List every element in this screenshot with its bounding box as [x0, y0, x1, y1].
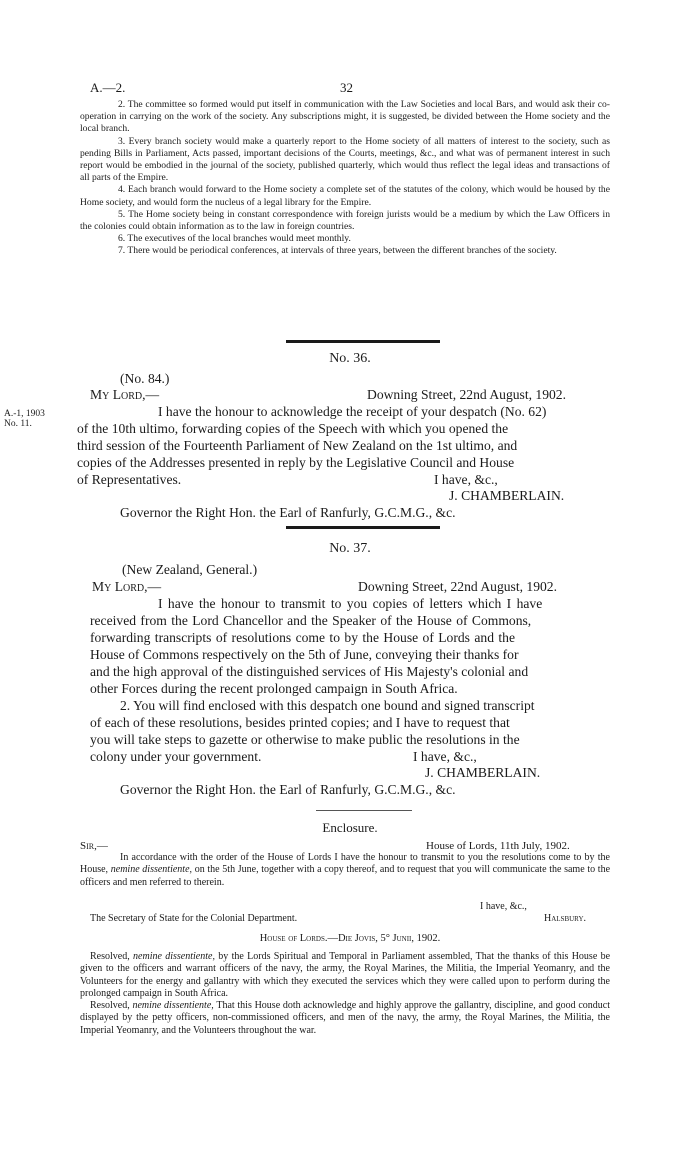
body-line: House of Commons respectively on the 5th of June, conveying their thanks for [90, 647, 519, 662]
resolution-heading: House of Lords.—Die Jovis, 5° Junii, 1902. [259, 933, 441, 944]
enclosure-salutation: Sir,— [80, 840, 108, 852]
body-line: of Representatives. [77, 472, 182, 487]
despatch-37-closing: I have, &c., [413, 749, 477, 764]
despatch-37-signature: J. CHAMBERLAIN. [425, 765, 541, 780]
latin-phrase: nemine dissentiente, [133, 951, 215, 962]
body-line: I have the honour to transmit to you copies of letters which I have [158, 596, 543, 611]
enclosure-recipient: The Secretary of State for the Colonial Department. [90, 913, 298, 924]
margin-note: No. 11. [4, 419, 32, 429]
despatch-36-ref: (No. 84.) [120, 371, 170, 386]
body-line: of each of these resolutions, besides printed copies; and I have to request that [90, 715, 510, 730]
section-divider [286, 526, 440, 529]
resolutions [80, 951, 610, 1037]
despatch-36-signature: J. CHAMBERLAIN. [449, 488, 565, 503]
despatch-37-addressee: Governor the Right Hon. the Earl of Ranfurly, G.C.M.G., &c. [120, 782, 456, 797]
despatch-36-closing: I have, &c., [434, 472, 498, 487]
resolution-lead: Resolved, [90, 1000, 130, 1012]
resolution-text: by the Lords Spiritual and Temporal in Parliament assembled, That the thanks of this House be given to the officers and warrant officers of the navy, the army, the Royal Marines, the Militia, the Imperial Yeomanry, and the Volunteers for the energy and gallantry with which they executed the services which they were called upon to perform during the prolonged campaign in South Africa. [80, 951, 611, 999]
latin-phrase: nemine dissentiente, [110, 864, 193, 876]
enclosure-closing: I have, &c., [480, 901, 527, 912]
despatch-36-salutation: My Lord,— [90, 387, 160, 402]
body-line: copies of the Addresses presented in reply by the Legislative Council and House [77, 455, 515, 470]
enclosure-text: In accordance with the order of the House of Lords I have the honour to transmit to you the resolutions come to by the House, [80, 852, 610, 876]
paragraph: 6. The executives of the local branches would meet monthly. [118, 233, 351, 245]
page-number: 32 [340, 80, 353, 95]
resolution-text: That this House doth acknowledge and highly approve the gallantry, discipline, and good conduct displayed by the petty officers, non-commissioned officers, and men of the navy, the army, the Royal Marines, the Militia, the Imperial Yeomanry, and the Volunteers throughout the war. [80, 1000, 610, 1036]
body-line: 2. You will find enclosed with this despatch one bound and signed transcript [120, 698, 535, 713]
body-line: other Forces during the recent prolonged campaign in South Africa. [90, 681, 458, 696]
despatch-37-title: No. 37. [329, 541, 371, 556]
section-divider [286, 340, 440, 343]
despatch-37-salutation: My Lord,— [92, 579, 162, 594]
body-line: third session of the Fourteenth Parliament of New Zealand on the 1st ultimo, and [77, 438, 518, 453]
body-line: I have the honour to acknowledge the receipt of your despatch (No. 62) [158, 404, 547, 419]
despatch-37-address: Downing Street, 22nd August, 1902. [358, 579, 557, 594]
paragraph: 7. There would be periodical conferences, at intervals of three years, between the different branches of the society. [118, 245, 557, 257]
paragraph: 3. Every branch society would make a quarterly report to the Home society of all matters of interest to the society, such as pending Bills in Parliament, Acts passed, important decisions of the Courts, meetings, &c., and what was of permanent interest in such report would be embodied in the journal of the society, published quarterly, which would thus reflect the legal ideas and transactions of all parts of the Empire. [80, 135, 610, 184]
enclosure-body [80, 852, 610, 889]
margin-note: A.-1, 1903 [4, 409, 45, 419]
despatch-36-addressee: Governor the Right Hon. the Earl of Ranfurly, G.C.M.G., &c. [120, 505, 456, 520]
document-code: A.—2. [90, 80, 126, 95]
body-line: forwarding transcripts of resolutions come to by the House of Lords and the [90, 630, 516, 645]
enclosure-title: Enclosure. [322, 820, 378, 835]
paragraph: 2. The committee so formed would put itself in communication with the Law Societies and local Bars, and would ask their co-operation in carrying on the work of the society. Any subscriptions might, it is suggested, be divided between the Home society and the local branch. [80, 99, 610, 135]
body-line: you will take steps to gazette or otherwise to make public the resolutions in the [90, 732, 520, 747]
enclosure-address: House of Lords, 11th July, 1902. [426, 840, 570, 852]
body-line: and the high approval of the distinguished services of His Majesty's colonial and [90, 664, 529, 679]
paragraph: 4. Each branch would forward to the Home society a complete set of the statutes of the colony, which would be housed by the Home society, and would form the nucleus of a legal library for the Empire. [80, 184, 610, 208]
resolution-lead: Resolved, [90, 951, 130, 962]
body-line: received from the Lord Chancellor and the Speaker of the House of Commons, [90, 613, 532, 628]
latin-phrase: nemine dissentiente, [132, 1000, 214, 1012]
despatch-36-address: Downing Street, 22nd August, 1902. [367, 387, 566, 402]
despatch-37-ref: (New Zealand, General.) [122, 562, 258, 577]
enclosure-signature: Halsbury. [544, 913, 587, 924]
section-divider [316, 810, 412, 811]
paragraph: 5. The Home society being in constant correspondence with foreign jurists would be a medium by which the Law Officers in the colonies could obtain information as to the law in foreign countries. [80, 208, 610, 233]
enclosure-text: on the 5th June, together with a copy thereof, and to request that you will communicate the same to the officers and men referred to therein. [80, 864, 611, 888]
body-line: colony under your government. [90, 749, 262, 764]
body-line: of the 10th ultimo, forwarding copies of the Speech with which you opened the [77, 421, 509, 436]
top-paragraphs [80, 99, 610, 258]
despatch-36-title: No. 36. [329, 351, 371, 366]
